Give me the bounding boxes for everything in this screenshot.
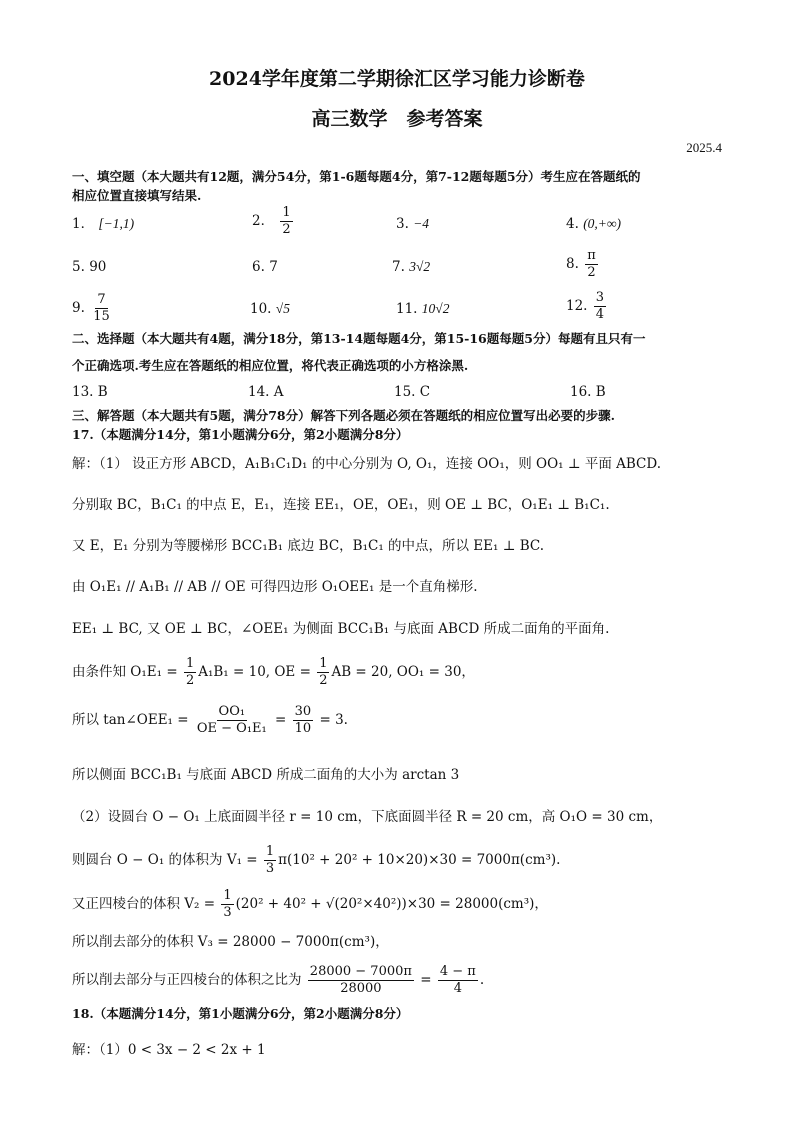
answer-15: 15. C <box>394 384 431 400</box>
q17-part2-line-3: 又正四棱台的体积 V₂ = $\frac{1}{3}$ (20² + 40² + √(20²×40²))×30 = 28000(cm³)， <box>72 888 548 920</box>
section3-header: 三、解答题（本大题共有5题，满分78分）解答下列各题必须在答题纸的相应位置写出必要的步骤. <box>72 408 615 423</box>
q17-line-3: 又 E，E₁ 分别为等腰梯形 BCC₁B₁ 底边 BC，B₁C₁ 的中点，所以 EE₁ ⊥ BC. <box>72 538 545 554</box>
q17-header: 17.（本题满分14分，第1小题满分6分，第2小题满分8分） <box>72 427 409 442</box>
answer-5: 5. 90 <box>72 259 107 275</box>
answer-16: 16. B <box>570 384 606 400</box>
answer-8: 8. $\frac{\pi}{2}$ <box>566 248 596 280</box>
answer-13: 13. B <box>72 384 108 400</box>
q17-part2-line-1: （2）设圆台 O − O₁ 上底面圆半径 r = 10 cm，下底面圆半径 R = 20 cm，高 O₁O = 30 cm， <box>72 809 663 825</box>
section2-header-line2: 个正确选项.考生应在答题纸的相应位置，将代表正确选项的小方格涂黑. <box>72 358 469 373</box>
answer-4: 4. (0,+∞) <box>566 216 622 232</box>
answer-2: 2． $\frac{1}{2}$ <box>252 205 291 237</box>
answer-12: 12. $\frac{3}{4}$ <box>566 290 605 322</box>
q17-line-6: 由条件知 O₁E₁ = $\frac{1}{2}$ A₁B₁ = 10, OE = $\frac{1}{2}$ AB = 20, OO₁ = 30， <box>72 656 475 688</box>
answer-1: 1． [−1,1) <box>72 216 135 232</box>
answer-3: 3. −4 <box>396 216 430 232</box>
answer-9: 9. $\frac{7}{15}$ <box>72 292 110 324</box>
q17-line-1: 解：（1） 设正方形 ABCD，A₁B₁C₁D₁ 的中心分别为 O, O₁，连接 OO₁，则 OO₁ ⊥ 平面 ABCD. <box>72 456 662 472</box>
answer-10: 10. √5 <box>250 301 290 317</box>
page-subtitle: 高三数学 参考答案 <box>311 108 483 130</box>
answer-7: 7. 3√2 <box>392 259 431 275</box>
q18-line-1: 解：（1）0 < 3x − 2 < 2x + 1 <box>72 1042 266 1058</box>
q17-part2-line-4: 所以削去部分的体积 V₃ = 28000 − 7000π(cm³)， <box>72 934 389 950</box>
date: 2025.4 <box>686 140 722 155</box>
section2-header-line1: 二、选择题（本大题共有4题，满分18分，第13-14题每题4分，第15-16题每题5分）每题有且只有一 <box>72 331 646 346</box>
q17-line-7: 所以 tan∠OEE₁ = $\frac{\text{OO₁}}{\text{OE − O₁E₁}}$ = $\frac{30}{10}$ = 3. <box>72 704 348 736</box>
answer-14: 14. A <box>248 384 284 400</box>
q17-part2-line-2: 则圆台 O − O₁ 的体积为 V₁ = $\frac{1}{3}$ π(10² + 20² + 10×20)×30 = 7000π(cm³). <box>72 844 561 876</box>
section1-header-line2: 相应位置直接填写结果. <box>72 188 202 203</box>
answer-11: 11. 10√2 <box>396 301 450 317</box>
q17-part2-line-5: 所以削去部分与正四棱台的体积之比为 $\frac{28000 - 7000\pi}{28000}$ = $\frac{4 - \pi}{4}$ . <box>72 964 485 996</box>
q18-header: 18.（本题满分14分，第1小题满分6分，第2小题满分8分） <box>72 1006 409 1021</box>
page-title: 2024学年度第二学期徐汇区学习能力诊断卷 <box>209 68 585 90</box>
q17-line-4: 由 O₁E₁ // A₁B₁ // AB // OE 可得四边形 O₁OEE₁ 是一个直角梯形. <box>72 579 478 595</box>
q17-line-8: 所以侧面 BCC₁B₁ 与底面 ABCD 所成二面角的大小为 arctan 3 <box>72 767 460 783</box>
section1-header-line1: 一、填空题（本大题共有12题，满分54分，第1-6题每题4分，第7-12题每题5分）考生应在答题纸的 <box>72 169 641 184</box>
q17-line-5: EE₁ ⊥ BC, 又 OE ⊥ BC，∠OEE₁ 为侧面 BCC₁B₁ 与底面 ABCD 所成二面角的平面角. <box>72 621 610 637</box>
answer-6: 6. 7 <box>252 259 278 275</box>
q17-line-2: 分别取 BC，B₁C₁ 的中点 E，E₁，连接 EE₁，OE，OE₁，则 OE ⊥ BC，O₁E₁ ⊥ B₁C₁. <box>72 497 610 513</box>
